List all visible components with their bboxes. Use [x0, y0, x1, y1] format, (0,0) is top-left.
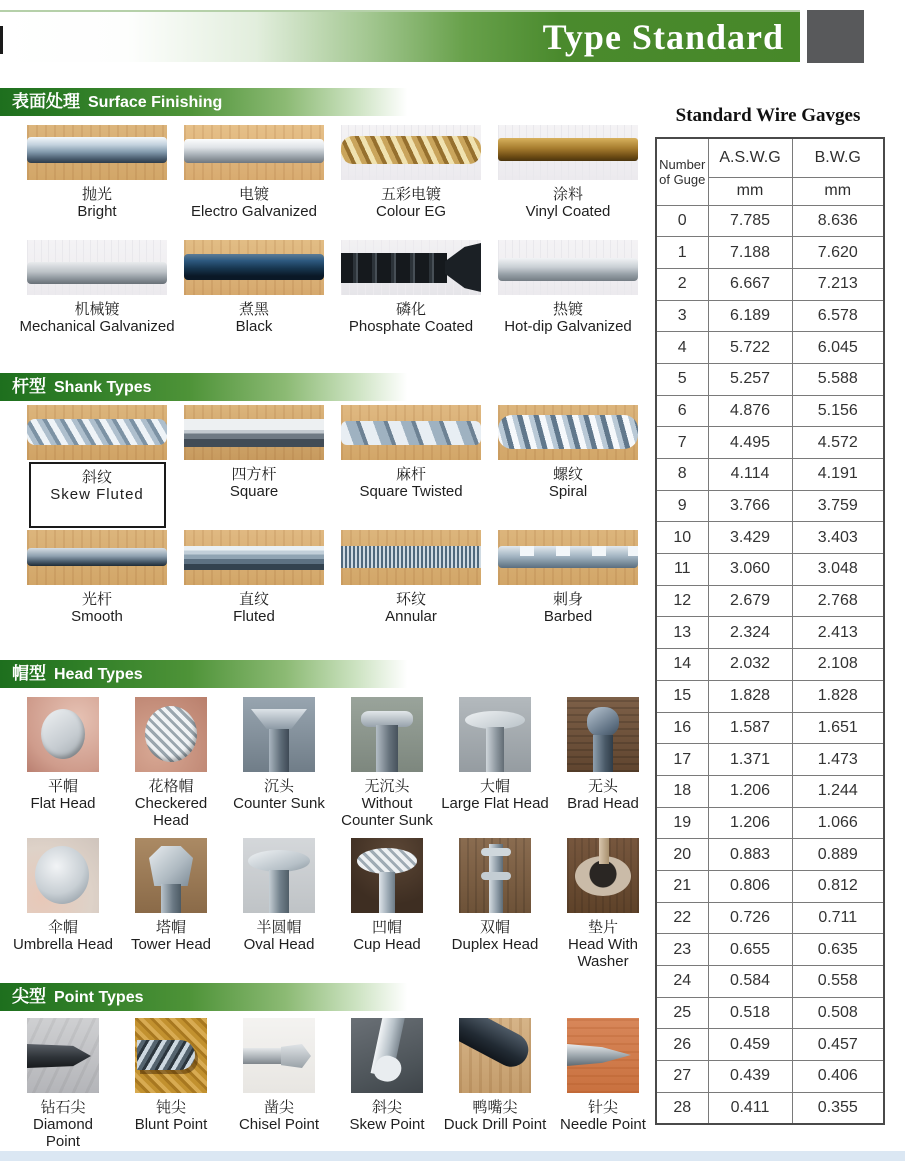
diamond-point-photo	[27, 1018, 99, 1093]
item-label-zh: 磷化	[395, 301, 426, 318]
electro-galvanized-photo	[184, 125, 324, 180]
bwg-mm-cell: 0.889	[792, 839, 884, 871]
bwg-mm-cell: 0.558	[792, 966, 884, 998]
item-without-counter-sunk	[341, 697, 433, 838]
item-electro-galvanized	[184, 125, 324, 240]
item-label-en: Tower Head	[130, 936, 212, 953]
smooth-photo	[27, 530, 167, 585]
unit-aswg-mm: mm	[708, 177, 792, 205]
gauge-row	[656, 744, 884, 776]
item-label-zh: 螺纹	[552, 466, 583, 483]
aswg-mm-cell: 4.876	[708, 395, 792, 427]
gauge-row	[656, 459, 884, 491]
bwg-mm-cell: 4.191	[792, 459, 884, 491]
item-label-zh: 抛光	[81, 186, 112, 203]
gauge-row	[656, 934, 884, 966]
item-checkered-head	[135, 697, 207, 838]
bwg-mm-cell: 6.045	[792, 332, 884, 364]
annular-photo	[341, 530, 481, 585]
wire-gauge-table-title: Standard Wire Gavges	[675, 105, 861, 126]
item-diamond-point	[27, 1018, 99, 1148]
gauge-row	[656, 1092, 884, 1124]
gauge-row	[656, 966, 884, 998]
col-header-aswg: A.S.W.G	[708, 138, 792, 177]
bwg-mm-cell: 5.156	[792, 395, 884, 427]
item-label-en: Duck Drill Point	[443, 1116, 547, 1133]
item-tower-head	[130, 838, 212, 979]
bwg-mm-cell: 2.768	[792, 585, 884, 617]
item-hot-dip-galvanized	[498, 240, 638, 355]
gauge-number-cell: 1	[656, 237, 708, 269]
gauge-number-cell: 19	[656, 807, 708, 839]
aswg-mm-cell: 0.439	[708, 1061, 792, 1093]
item-square-twisted	[341, 405, 481, 530]
duplex-head-photo	[459, 838, 531, 913]
aswg-mm-cell: 3.060	[708, 554, 792, 586]
gauge-number-cell: 6	[656, 395, 708, 427]
square-twisted-photo	[341, 405, 481, 460]
vinyl-coated-photo	[498, 125, 638, 180]
needle-point-photo	[567, 1018, 639, 1093]
section-header-surface-finishing	[0, 88, 420, 116]
gauge-number-cell: 12	[656, 585, 708, 617]
item-label-en: Bright	[77, 203, 117, 220]
bwg-mm-cell: 5.588	[792, 363, 884, 395]
wire-gauge-panel	[650, 105, 895, 1125]
gauge-number-cell: 28	[656, 1092, 708, 1124]
gauge-number-cell: 14	[656, 649, 708, 681]
item-caption	[471, 301, 666, 335]
unit-bwg-mm: mm	[792, 177, 884, 205]
item-label-en: Blunt Point	[134, 1116, 208, 1133]
gauge-row	[656, 205, 884, 237]
gauge-row	[656, 902, 884, 934]
section-title-en: Surface Finishing	[88, 94, 223, 111]
skew-fluted-photo	[27, 405, 167, 460]
gauge-row	[656, 490, 884, 522]
item-label-zh: 无沉头	[364, 778, 410, 795]
bwg-mm-cell: 2.108	[792, 649, 884, 681]
gauge-row	[656, 237, 884, 269]
square-photo	[184, 405, 324, 460]
aswg-mm-cell: 2.324	[708, 617, 792, 649]
gauge-table-body	[656, 205, 884, 1124]
section-title-zh: 表面处理	[12, 92, 80, 111]
item-label-zh: 光杆	[81, 591, 112, 608]
item-oval-head	[243, 838, 315, 979]
item-label-en: Umbrella Head	[12, 936, 114, 953]
tower-head-photo	[135, 838, 207, 913]
item-label-zh: 半圆帽	[256, 919, 302, 936]
gauge-row	[656, 649, 884, 681]
bwg-mm-cell: 3.759	[792, 490, 884, 522]
aswg-mm-cell: 0.655	[708, 934, 792, 966]
colour-eg-photo	[341, 125, 481, 180]
gauge-number-cell: 18	[656, 775, 708, 807]
item-label-zh: 斜纹	[81, 469, 112, 486]
wire-gauge-table	[655, 137, 885, 1125]
gauge-row	[656, 554, 884, 586]
black-photo	[184, 240, 324, 295]
item-label-en: Head With	[567, 936, 639, 953]
item-label-zh: 垫片	[587, 919, 618, 936]
head-types-grid	[12, 697, 650, 979]
bwg-mm-cell: 0.812	[792, 870, 884, 902]
item-label-en: Hot-dip Galvanized	[504, 318, 632, 335]
bwg-mm-cell: 2.413	[792, 617, 884, 649]
item-label-zh: 环纹	[395, 591, 426, 608]
item-large-flat-head	[441, 697, 549, 838]
corner-square	[807, 10, 864, 63]
item-umbrella-head	[12, 838, 114, 979]
section-shank-types	[0, 373, 650, 655]
aswg-mm-cell: 0.726	[708, 902, 792, 934]
oval-head-photo	[243, 838, 315, 913]
bwg-mm-cell: 6.578	[792, 300, 884, 332]
item-label-zh: 斜尖	[371, 1099, 402, 1116]
item-label-zh: 凹帽	[371, 919, 402, 936]
item-label-en: Duplex Head	[451, 936, 539, 953]
gauge-number-cell: 25	[656, 997, 708, 1029]
large-flat-head-photo	[459, 697, 531, 772]
aswg-mm-cell: 1.206	[708, 807, 792, 839]
surface-finishing-grid	[19, 125, 650, 355]
gauge-row	[656, 363, 884, 395]
fluted-photo	[184, 530, 324, 585]
item-colour-eg	[341, 125, 481, 240]
bwg-mm-cell: 1.651	[792, 712, 884, 744]
item-duck-drill-point	[443, 1018, 547, 1148]
gauge-row	[656, 268, 884, 300]
gauge-row	[656, 427, 884, 459]
gauge-row	[656, 870, 884, 902]
item-label-en: Needle Point	[560, 1116, 646, 1133]
item-smooth	[27, 530, 167, 655]
gauge-row	[656, 332, 884, 364]
item-label-en: Brad Head	[567, 795, 639, 812]
item-black	[184, 240, 324, 355]
point-types-grid	[27, 1018, 650, 1148]
item-label-zh: 煮黑	[238, 301, 269, 318]
item-label-en: Cup Head	[353, 936, 421, 953]
barbed-photo	[498, 530, 638, 585]
item-skew-fluted	[27, 405, 167, 530]
item-label-en: Skew Fluted	[50, 486, 144, 503]
gauge-row	[656, 395, 884, 427]
skew-point-photo	[351, 1018, 423, 1093]
item-caption	[471, 591, 666, 625]
item-head-with-washer	[567, 838, 639, 979]
gauge-number-cell: 13	[656, 617, 708, 649]
item-label-en: Spiral	[548, 483, 588, 500]
item-label-zh: 无头	[587, 778, 618, 795]
footer-strip	[0, 1151, 905, 1161]
gauge-row	[656, 300, 884, 332]
gauge-row	[656, 1029, 884, 1061]
gauge-number-cell: 17	[656, 744, 708, 776]
item-label-en: Colour EG	[375, 203, 447, 220]
gauge-row	[656, 712, 884, 744]
gauge-number-cell: 5	[656, 363, 708, 395]
item-label-en: Checkered	[134, 795, 208, 812]
item-label-en: Flat Head	[30, 795, 96, 812]
gauge-number-cell: 8	[656, 459, 708, 491]
gauge-number-cell: 27	[656, 1061, 708, 1093]
aswg-mm-cell: 2.032	[708, 649, 792, 681]
flat-head-photo	[27, 697, 99, 772]
shank-types-grid	[27, 405, 650, 655]
bwg-mm-cell: 4.572	[792, 427, 884, 459]
gauge-number-cell: 16	[656, 712, 708, 744]
aswg-mm-cell: 4.495	[708, 427, 792, 459]
col-header-bwg: B.W.G	[792, 138, 884, 177]
item-caption	[471, 186, 666, 220]
bwg-mm-cell: 1.828	[792, 680, 884, 712]
section-title-en: Point Types	[54, 989, 144, 1006]
item-caption	[471, 466, 666, 500]
section-header-point-types	[0, 983, 420, 1011]
item-label-en: Smooth	[71, 608, 123, 625]
gauge-number-cell: 2	[656, 268, 708, 300]
item-label-zh: 针尖	[587, 1099, 618, 1116]
item-label-en: Chisel Point	[238, 1116, 320, 1133]
aswg-mm-cell: 0.411	[708, 1092, 792, 1124]
umbrella-head-photo	[27, 838, 99, 913]
item-label-en: Black	[235, 318, 273, 335]
section-title-en: Head Types	[54, 666, 143, 683]
gauge-number-cell: 15	[656, 680, 708, 712]
item-blunt-point	[135, 1018, 207, 1148]
hot-dip-galvanized-photo	[498, 240, 638, 295]
gauge-row	[656, 522, 884, 554]
brad-head-photo	[567, 697, 639, 772]
gauge-number-cell: 24	[656, 966, 708, 998]
gauge-number-cell: 4	[656, 332, 708, 364]
page-title: Type Standard	[542, 17, 784, 57]
aswg-mm-cell: 1.828	[708, 680, 792, 712]
aswg-mm-cell: 5.257	[708, 363, 792, 395]
item-label-zh: 凿尖	[263, 1099, 294, 1116]
item-label-en: Square Twisted	[359, 483, 463, 500]
gauge-number-cell: 9	[656, 490, 708, 522]
aswg-mm-cell: 0.459	[708, 1029, 792, 1061]
aswg-mm-cell: 0.883	[708, 839, 792, 871]
section-head-types	[0, 660, 650, 979]
gauge-row	[656, 617, 884, 649]
aswg-mm-cell: 0.584	[708, 966, 792, 998]
item-flat-head	[27, 697, 99, 838]
item-counter-sunk	[233, 697, 325, 838]
bwg-mm-cell: 1.066	[792, 807, 884, 839]
gauge-number-cell: 23	[656, 934, 708, 966]
section-header-shank-types	[0, 373, 420, 401]
item-chisel-point	[238, 1018, 320, 1148]
section-title-zh: 尖型	[12, 987, 46, 1006]
section-title-zh: 帽型	[12, 664, 46, 683]
gauge-row	[656, 775, 884, 807]
duck-drill-point-photo	[459, 1018, 531, 1093]
item-label-en: Fluted	[233, 608, 275, 625]
item-label-en: Point	[45, 1133, 81, 1150]
item-label-en: Barbed	[543, 608, 593, 625]
gauge-number-cell: 0	[656, 205, 708, 237]
bwg-mm-cell: 0.635	[792, 934, 884, 966]
item-label-zh: 钝尖	[155, 1099, 186, 1116]
blunt-point-photo	[135, 1018, 207, 1093]
aswg-mm-cell: 0.518	[708, 997, 792, 1029]
bwg-mm-cell: 7.213	[792, 268, 884, 300]
bwg-mm-cell: 7.620	[792, 237, 884, 269]
checkered-head-photo	[135, 697, 207, 772]
aswg-mm-cell: 6.189	[708, 300, 792, 332]
without-counter-sunk-photo	[351, 697, 423, 772]
gauge-row	[656, 807, 884, 839]
item-label-zh: 平帽	[47, 778, 78, 795]
item-label-zh: 鸭嘴尖	[472, 1099, 518, 1116]
gauge-number-cell: 11	[656, 554, 708, 586]
item-label-zh: 直纹	[238, 591, 269, 608]
item-label-en: Skew Point	[349, 1116, 425, 1133]
bwg-mm-cell: 0.406	[792, 1061, 884, 1093]
aswg-mm-cell: 3.766	[708, 490, 792, 522]
item-label-zh: 机械镀	[74, 301, 120, 318]
chisel-point-photo	[243, 1018, 315, 1093]
item-label-zh: 涂料	[552, 186, 583, 203]
item-skew-point	[351, 1018, 423, 1148]
gauge-number-cell: 26	[656, 1029, 708, 1061]
item-phosphate-coated	[341, 240, 481, 355]
item-duplex-head	[451, 838, 539, 979]
gauge-row	[656, 839, 884, 871]
bwg-mm-cell: 1.473	[792, 744, 884, 776]
item-label-zh: 双帽	[479, 919, 510, 936]
item-cup-head	[351, 838, 423, 979]
phosphate-coated-photo	[341, 240, 481, 295]
mechanical-galvanized-photo	[27, 240, 167, 295]
gauge-row	[656, 585, 884, 617]
item-label-en: Counter Sunk	[341, 812, 433, 829]
aswg-mm-cell: 5.722	[708, 332, 792, 364]
head-with-washer-photo	[567, 838, 639, 913]
item-label-en: Washer	[577, 953, 629, 970]
counter-sunk-photo	[243, 697, 315, 772]
aswg-mm-cell: 2.679	[708, 585, 792, 617]
bwg-mm-cell: 0.508	[792, 997, 884, 1029]
gauge-number-cell: 3	[656, 300, 708, 332]
item-label-en: Diamond	[32, 1116, 94, 1133]
item-label-en: Phosphate Coated	[348, 318, 474, 335]
aswg-mm-cell: 6.667	[708, 268, 792, 300]
section-point-types	[0, 983, 650, 1148]
item-label-en: Large Flat Head	[441, 795, 549, 812]
item-label-zh: 电镀	[238, 186, 269, 203]
gauge-number-cell: 7	[656, 427, 708, 459]
item-label-en: Head	[153, 812, 189, 829]
gauge-number-cell: 10	[656, 522, 708, 554]
gauge-row	[656, 1061, 884, 1093]
item-label-en: Mechanical Galvanized	[19, 318, 175, 335]
aswg-mm-cell: 4.114	[708, 459, 792, 491]
item-label-en: Electro Galvanized	[191, 203, 317, 220]
section-surface-finishing	[0, 88, 650, 355]
item-bright	[27, 125, 167, 240]
cup-head-photo	[351, 838, 423, 913]
item-label-en: Without	[361, 795, 413, 812]
spiral-photo	[498, 405, 638, 460]
item-mechanical-galvanized	[19, 240, 175, 355]
item-label-zh: 五彩电镀	[380, 186, 441, 203]
item-fluted	[184, 530, 324, 655]
section-title-en: Shank Types	[54, 379, 152, 396]
item-label-zh: 刺身	[552, 591, 583, 608]
item-label-zh: 热镀	[552, 301, 583, 318]
item-label-en: Square	[229, 483, 279, 500]
bwg-mm-cell: 0.457	[792, 1029, 884, 1061]
bwg-mm-cell: 0.711	[792, 902, 884, 934]
item-spiral	[498, 405, 638, 530]
bwg-mm-cell: 3.048	[792, 554, 884, 586]
item-label-zh: 沉头	[263, 778, 294, 795]
bwg-mm-cell: 3.403	[792, 522, 884, 554]
gauge-row	[656, 997, 884, 1029]
item-square	[184, 405, 324, 530]
section-title-zh: 杆型	[12, 377, 46, 396]
aswg-mm-cell: 0.806	[708, 870, 792, 902]
aswg-mm-cell: 1.371	[708, 744, 792, 776]
item-label-en: Annular	[385, 608, 437, 625]
gauge-number-cell: 21	[656, 870, 708, 902]
bwg-mm-cell: 8.636	[792, 205, 884, 237]
aswg-mm-cell: 7.188	[708, 237, 792, 269]
bwg-mm-cell: 0.355	[792, 1092, 884, 1124]
aswg-mm-cell: 1.206	[708, 775, 792, 807]
item-label-zh: 花格帽	[148, 778, 194, 795]
item-label-zh: 钻石尖	[40, 1099, 86, 1116]
item-brad-head	[567, 697, 639, 838]
item-vinyl-coated	[498, 125, 638, 240]
aswg-mm-cell: 1.587	[708, 712, 792, 744]
aswg-mm-cell: 3.429	[708, 522, 792, 554]
bwg-mm-cell: 1.244	[792, 775, 884, 807]
col-header-number-of-guge: Number of Guge	[656, 138, 708, 205]
bright-photo	[27, 125, 167, 180]
gauge-number-cell: 22	[656, 902, 708, 934]
item-label-en: Counter Sunk	[233, 795, 325, 812]
item-caption	[29, 462, 166, 528]
item-label-zh: 塔帽	[155, 919, 186, 936]
item-label-zh: 大帽	[479, 778, 510, 795]
item-label-zh: 伞帽	[47, 919, 78, 936]
item-annular	[341, 530, 481, 655]
item-label-zh: 四方杆	[231, 466, 277, 483]
item-label-zh: 麻杆	[395, 466, 426, 483]
item-label-en: Vinyl Coated	[525, 203, 611, 220]
item-barbed	[498, 530, 638, 655]
aswg-mm-cell: 7.785	[708, 205, 792, 237]
section-header-head-types	[0, 660, 420, 688]
gauge-number-cell: 20	[656, 839, 708, 871]
item-label-en: Oval Head	[243, 936, 315, 953]
item-needle-point	[560, 1018, 646, 1148]
gauge-row	[656, 680, 884, 712]
